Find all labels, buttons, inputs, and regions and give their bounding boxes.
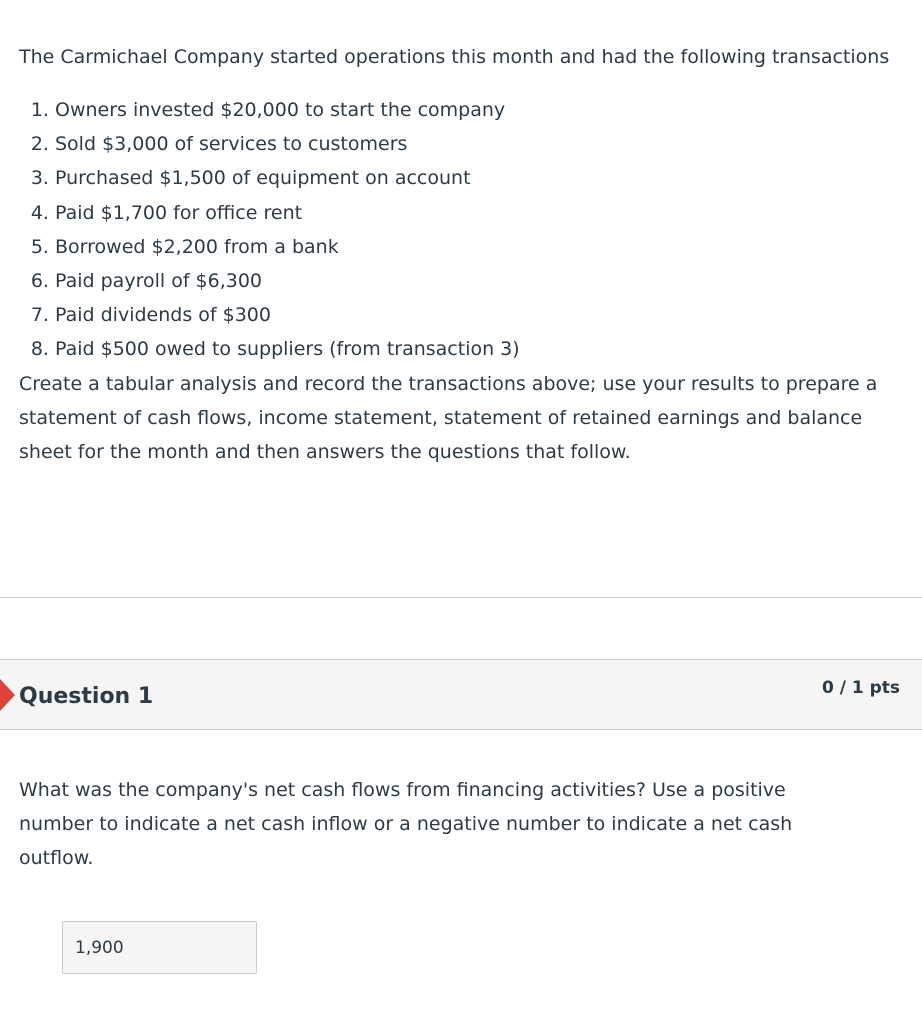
transaction-item: 8. Paid $500 owed to suppliers (from transaction 3) xyxy=(55,332,899,366)
question-text: What was the company's net cash flows from financing activities? Use a positive number to indicate a net cash inflow or a negative number to indicate a net cash outflow. xyxy=(19,779,793,869)
intro-lead-text: The Carmichael Company started operations this month and had the following transactions xyxy=(19,46,890,68)
incorrect-answer-arrow-icon xyxy=(0,679,15,711)
instructions-text: Create a tabular analysis and record the transactions above; use your results to prepare a statement of cash flows, income statement, statement of retained earnings and balance sheet for the month and then answers the questions that follow. xyxy=(19,372,878,463)
question-points: 0 / 1 pts xyxy=(821,678,900,698)
transaction-item: 5. Borrowed $2,200 from a bank xyxy=(55,230,899,264)
question-header xyxy=(0,659,922,730)
question-group-intro xyxy=(19,40,899,469)
transaction-list xyxy=(19,93,899,367)
question-title: Question 1 xyxy=(19,684,154,709)
transaction-item: 2. Sold $3,000 of services to customers xyxy=(55,127,899,161)
answer-value: 1,900 xyxy=(75,938,124,958)
transaction-item: 7. Paid dividends of $300 xyxy=(55,298,899,332)
transaction-item: 4. Paid $1,700 for office rent xyxy=(55,196,899,230)
answer-field[interactable] xyxy=(62,921,257,974)
section-divider xyxy=(0,597,922,598)
transaction-item: 6. Paid payroll of $6,300 xyxy=(55,264,899,298)
transaction-item: 3. Purchased $1,500 of equipment on account xyxy=(55,161,899,195)
transaction-item: 1. Owners invested $20,000 to start the company xyxy=(55,93,899,127)
